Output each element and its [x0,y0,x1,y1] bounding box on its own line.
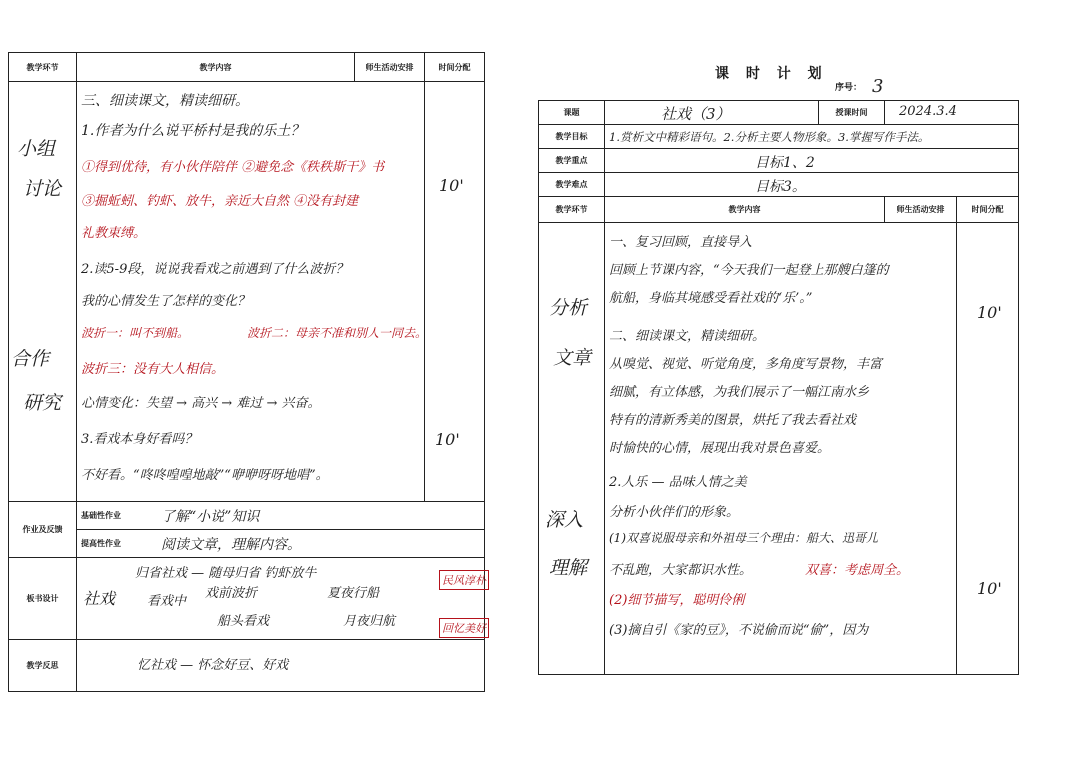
topic-label: 课题 [539,101,605,125]
content-line: 时愉快的心情，展现出我对景色喜爱。 [609,441,831,456]
stage-cell [9,82,77,502]
difficulty-cell [605,173,1019,197]
content-cell [605,223,957,675]
content-line: 三、细读课文，精读细研。 [81,93,249,109]
content-line: 2.读5-9段，说说我看戏之前遇到了什么波折？ [81,262,349,277]
content-line: 波折三：没有大人相信。 [81,362,225,377]
key-text: 目标1、2 [755,155,815,171]
homework-advanced-row [77,530,485,558]
topic-cell [605,101,819,125]
content-line: 细腻，有立体感，为我们展示了一幅江南水乡 [609,385,870,400]
content-line: ①得到优待，有小伙伴陪伴 ②避免念《秩秩斯干》书 [81,160,385,175]
time-cell [957,223,1019,675]
content-line: 回顾上节课内容，“今天我们一起登上那艘白篷的 [609,263,889,278]
time-value: 10' [435,430,460,449]
content-line: 2.人乐 — 品味人情之美 [609,475,747,490]
content-cell [77,82,428,502]
teaching-date: 2024.3.4 [899,104,957,119]
content-line: 一、复习回顾，直接导入 [609,235,753,250]
content-line: 波折一：叫不到船。 [81,326,190,340]
time-value: 10' [977,303,1002,322]
board-note: 回忆美好 [439,618,489,638]
goal-label: 教学目标 [539,125,605,149]
header-activity: 师生活动安排 [355,53,425,82]
content-line: ③掘蚯蚓、钓虾、放牛，亲近大自然 ④没有封建 [81,194,359,209]
header-time: 时间分配 [957,197,1019,223]
stage-label: 研究 [23,392,62,414]
right-plan-table [538,100,1019,675]
goal-cell [605,125,1019,149]
content-line: (1)双喜说服母亲和外祖母三个理由：船大、迅哥儿 [609,531,878,545]
board-design-cell [77,558,485,640]
stage-label: 深入 [545,509,584,531]
content-line: 不好看。“咚咚喤喤地敲”“咿咿呀呀地唱”。 [81,468,329,483]
header-stage: 教学环节 [539,197,605,223]
content-line: 分析小伙伴们的形象。 [609,505,740,520]
homework-advanced-text: 阅读文章，理解内容。 [161,537,301,553]
time-value: 10' [977,579,1002,598]
stage-label: 合作 [11,348,50,370]
time-value-cell [885,101,1019,125]
sequence-value: 3 [872,76,884,97]
content-line: (2)细节描写，聪明伶俐 [609,593,745,608]
stage-label: 小组 [17,138,56,160]
board-note: 民风淳朴 [439,570,489,590]
homework-label: 作业及反馈 [9,502,77,558]
header-time: 时间分配 [425,53,485,82]
homework-basic-label: 基础性作业 [81,511,121,520]
content-line: 心情变化：失望 → 高兴 → 难过 → 兴奋。 [81,396,321,411]
board-line: 月夜归航 [343,614,396,629]
content-line: 从嗅觉、视觉、听觉角度，多角度写景物，丰富 [609,357,883,372]
homework-advanced-label: 提高性作业 [81,539,121,548]
board-line: 忆社戏 — 怀念好豆、好戏 [137,658,289,673]
content-line: 3.看戏本身好看吗？ [81,432,198,447]
plan-title: 课 时 计 划 [715,66,828,82]
homework-basic-text: 了解“小说”知识 [161,509,260,525]
content-line: 二、细读课文，精读细研。 [609,329,766,344]
key-cell [605,149,1019,173]
content-line: 航船，身临其境感受看社戏的‘乐’。” [609,291,813,306]
goal-text: 1.赏析文中精彩语句。2.分析主要人物形象。3.掌握写作手法。 [609,130,930,144]
stage-label: 文章 [553,347,592,369]
difficulty-label: 教学难点 [539,173,605,197]
content-line: (3)摘自引《家的豆》，不说偷而说“偷”，因为 [609,623,869,638]
content-line: 我的心情发生了怎样的变化？ [81,294,251,309]
right-plan-sheet [538,100,1018,678]
content-line: 双喜：考虑周全。 [805,563,910,578]
board-line: 夏夜行船 [327,586,380,601]
content-line: 不乱跑，大家都识水性。 [609,563,753,578]
header-stage: 教学环节 [9,53,77,82]
board-label: 板书设计 [9,558,77,640]
time-cell [425,82,485,502]
time-value: 10' [439,176,464,195]
stage-label: 分析 [549,297,588,319]
header-activity: 师生活动安排 [885,197,957,223]
reflection-cell [77,640,485,692]
header-content: 教学内容 [77,53,355,82]
content-line: 1.作者为什么说平桥村是我的乐土？ [81,123,305,139]
difficulty-text: 目标3。 [755,179,806,195]
stage-label: 讨论 [23,178,62,200]
key-label: 教学重点 [539,149,605,173]
content-line: 波折二：母亲不准和别人一同去。 [247,326,428,340]
homework-basic-row [77,502,485,530]
board-title: 社戏 [83,589,116,608]
header-content: 教学内容 [605,197,885,223]
content-line: 特有的清新秀美的图景，烘托了我去看社戏 [609,413,857,428]
sequence-label: 序号： [835,83,863,93]
stage-label: 理解 [549,557,588,579]
time-label: 授课时间 [819,101,885,125]
left-plan-table [8,52,485,692]
left-plan-sheet [8,52,484,698]
board-line: 看戏中 [147,594,187,609]
board-line: 戏前波折 [205,586,258,601]
topic-value: 社戏（3） [661,105,731,123]
board-line: 归省社戏 — 随母归省 钓虾放牛 [135,566,317,581]
content-line: 礼教束缚。 [81,226,147,241]
board-line: 船头看戏 [217,614,270,629]
stage-cell [539,223,605,675]
reflection-label: 教学反思 [9,640,77,692]
